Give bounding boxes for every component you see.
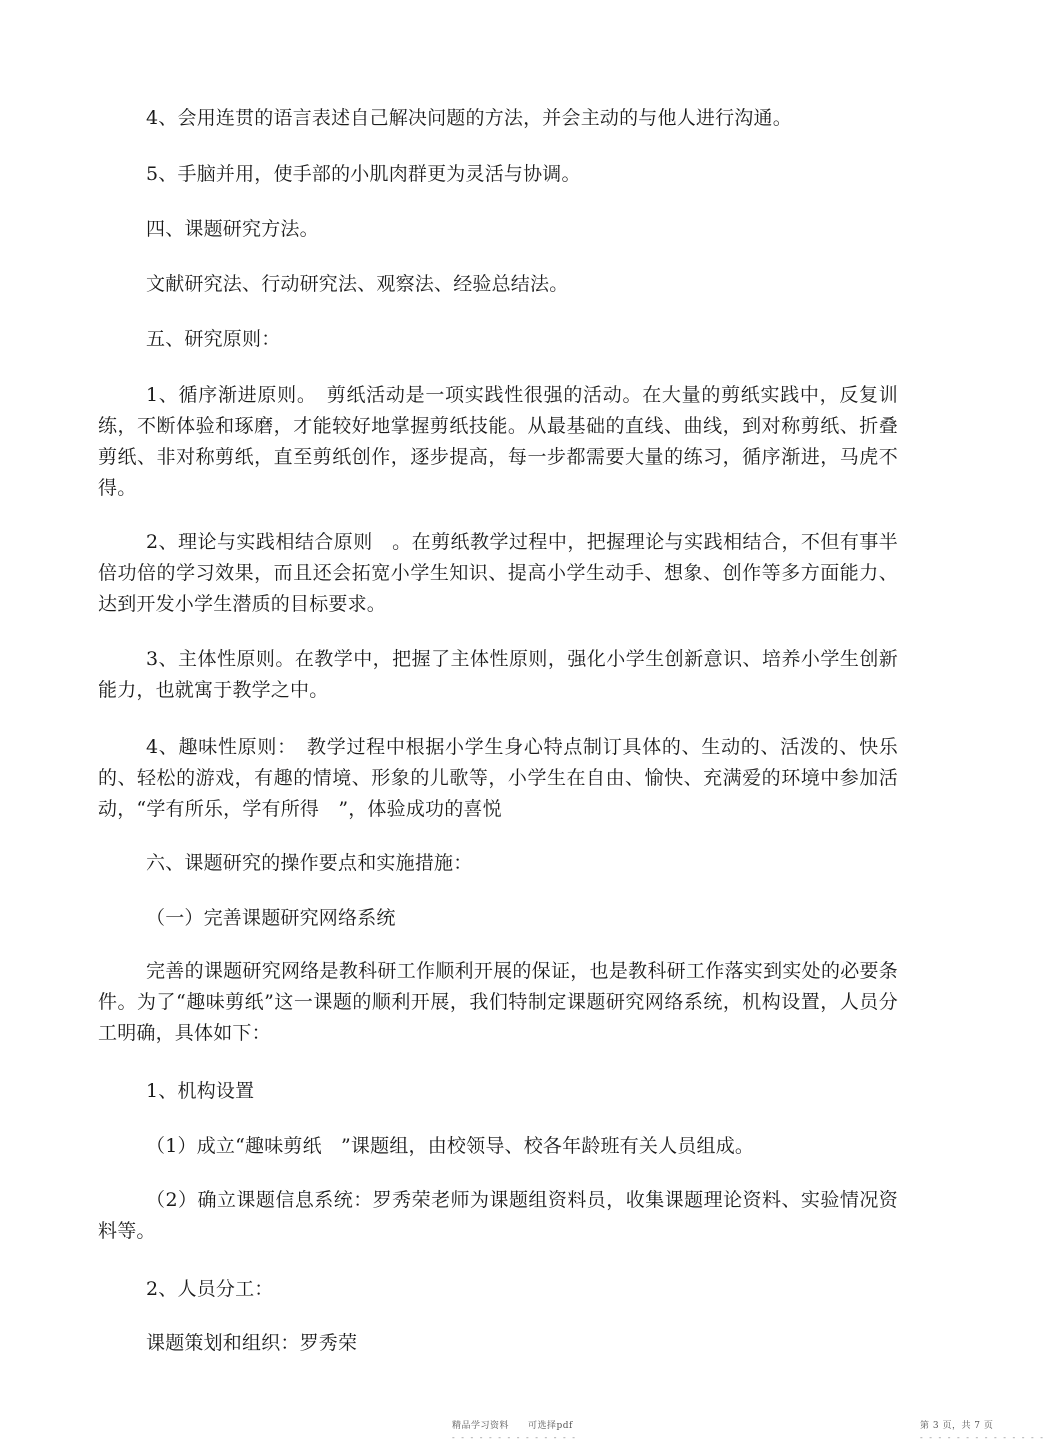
principle-3-paragraph: 3、主体性原则。在教学中，把握了主体性原则，强化小学生创新意识、培养小学生创新能力，也就寓于教学之中。	[98, 648, 898, 701]
footer-page-number	[920, 1418, 1045, 1442]
principle-2-paragraph: 2、理论与实践相结合原则 。在剪纸教学过程中，把握理论与实践相结合，不但有事半倍功倍的学习效果，而且还会拓宽小学生知识、提高小学生动手、想象、创作等多方面能力、达到开发小学生潜质的目标要求。	[98, 531, 898, 615]
footer-right-text: 第 3 页，共 7 页	[920, 1421, 994, 1431]
org-item-1: （1）成立“趣味剪纸 ”课题组，由校领导、校各年龄班有关人员组成。	[146, 1135, 755, 1157]
goal-4-line: 4、会用连贯的语言表述自己解决问题的方法，并会主动的与他人进行沟通。	[146, 107, 792, 129]
network-paragraph: 完善的课题研究网络是教科研工作顺利开展的保证，也是教科研工作落实到实处的必要条件。为了“趣味剪纸”这一课题的顺利开展，我们特制定课题研究网络系统，机构设置，人员分工明确，具体如下：	[98, 960, 898, 1044]
principle-1-paragraph: 1、循序渐进原则。 剪纸活动是一项实践性很强的活动。在大量的剪纸实践中，反复训练，不断体验和琢磨，才能较好地掌握剪纸技能。从最基础的直线、曲线，到对称剪纸、折叠剪纸、非对称剪纸，直至剪纸创作，逐步提高，每一步都需要大量的练习，循序渐进，马虎不得。	[98, 384, 898, 499]
org-item-2: （2）确立课题信息系统：罗秀荣老师为课题组资料员，收集课题理论资料、实验情况资料等。	[98, 1189, 898, 1242]
section-4-heading: 四、课题研究方法。	[146, 218, 319, 240]
research-methods-line: 文献研究法、行动研究法、观察法、经验总结法。	[146, 273, 569, 295]
footer-right-dashes: - - - - - - - - - - - - - -	[920, 1433, 1045, 1442]
org-setup-heading: 1、机构设置	[146, 1080, 255, 1102]
subsection-1-heading: （一）完善课题研究网络系统	[146, 907, 396, 929]
footer-left-dashes: - - - - - - - - - - - - - -	[452, 1433, 577, 1442]
principle-4-paragraph: 4、趣味性原则： 教学过程中根据小学生身心特点制订具体的、生动的、活泼的、快乐的、轻松的游戏，有趣的情境、形象的儿歌等，小学生在自由、愉快、充满爱的环境中参加活动，“学有所乐，学有所得 ”，体验成功的喜悦	[98, 736, 898, 820]
footer-left	[452, 1418, 577, 1442]
staff-division-heading: 2、人员分工：	[146, 1278, 274, 1300]
section-6-heading: 六、课题研究的操作要点和实施措施：	[146, 852, 473, 874]
section-5-heading: 五、研究原则：	[146, 328, 281, 350]
staff-item-1: 课题策划和组织：罗秀荣	[146, 1332, 358, 1354]
goal-5-line: 5、手脑并用，使手部的小肌肉群更为灵活与协调。	[146, 163, 581, 185]
footer-left-text: 精品学习资料 可选择pdf	[452, 1421, 573, 1431]
